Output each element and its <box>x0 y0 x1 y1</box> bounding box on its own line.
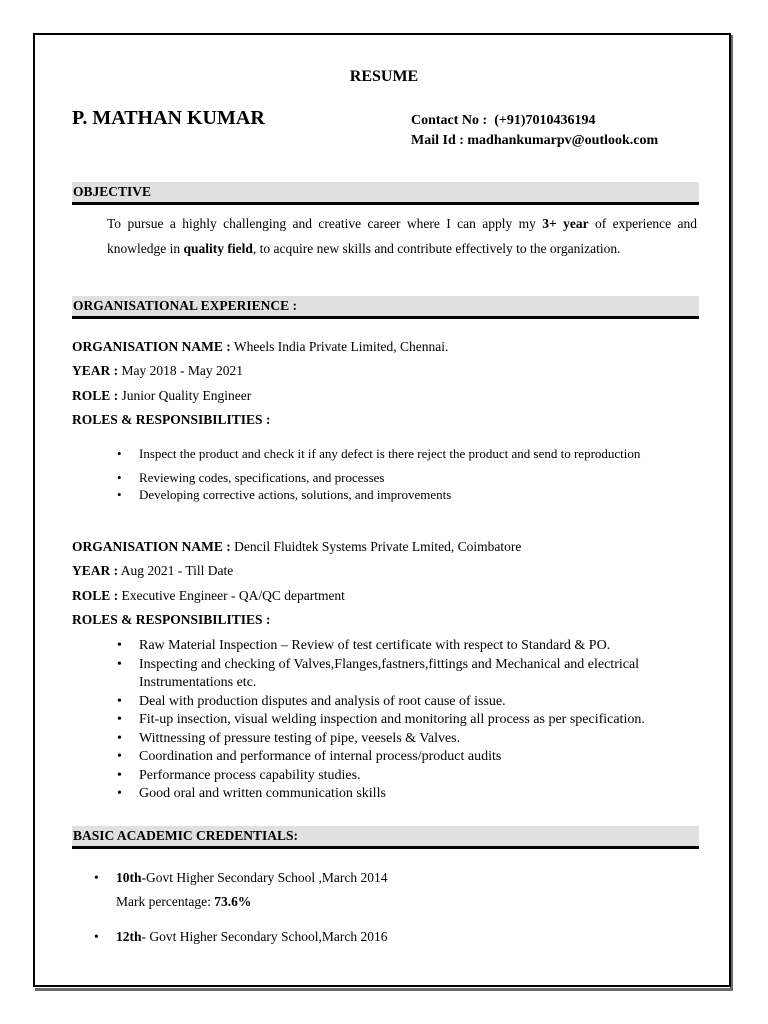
field-value: Dencil Fluidtek Systems Private Lmited, Coimbatore <box>234 539 522 554</box>
section-heading-experience: ORGANISATIONAL EXPERIENCE : <box>72 296 699 319</box>
field-label: ORGANISATION NAME : <box>72 339 231 354</box>
contact-block <box>411 111 658 151</box>
job-1-organisation <box>72 339 448 355</box>
field-value: Executive Engineer - QA/QC department <box>121 588 345 603</box>
list-item: • Deal with production disputes and analysis of root cause of issue. <box>115 693 715 712</box>
list-item: • Wittnessing of pressure testing of pipe, veesels & Valves. <box>115 730 715 749</box>
job-1-responsibilities-heading <box>72 412 270 428</box>
objective-text-3: , to acquire new skills and contribute effectively to the organization. <box>252 241 621 256</box>
list-item: • Reviewing codes, specifications, and processes <box>115 470 715 486</box>
document-title: RESUME <box>349 68 419 85</box>
list-item: • Coordination and performance of internal process/product audits <box>115 748 715 767</box>
list-item: • Raw Material Inspection – Review of test certificate with respect to Standard & PO. <box>115 637 715 656</box>
academic-detail: - Govt Higher Secondary School,March 2016 <box>141 929 388 944</box>
objective-text-1: To pursue a highly challenging and creative career where I can apply my <box>107 216 543 231</box>
list-item: • Fit-up insection, visual welding inspection and monitoring all process as per specification. <box>115 711 715 730</box>
field-label: ROLE : <box>72 388 119 403</box>
section-heading-academics: BASIC ACADEMIC CREDENTIALS: <box>72 826 699 849</box>
field-label: ROLES & RESPONSIBILITIES : <box>72 412 271 427</box>
field-label: ROLES & RESPONSIBILITIES : <box>72 612 271 627</box>
objective-bold-field: quality field <box>183 241 253 256</box>
academic-detail: -Govt Higher Secondary School ,March 2014 <box>141 870 388 885</box>
objective-text-2: of experience and knowledge in <box>107 216 697 256</box>
job-2-year <box>72 563 233 579</box>
objective-text <box>107 211 697 261</box>
academics-list <box>92 866 692 949</box>
field-label: YEAR : <box>72 363 119 378</box>
objective-bold-years: 3+ year <box>542 216 589 231</box>
candidate-name: P. MATHAN KUMAR <box>72 107 265 129</box>
list-item <box>92 925 692 949</box>
list-item: • Developing corrective actions, solutions, and improvements <box>115 487 715 503</box>
field-value: May 2018 - May 2021 <box>121 363 243 378</box>
list-item: • Inspect the product and check it if any defect is there reject the product and send to reproduction <box>115 446 715 462</box>
list-item: • Performance process capability studies. <box>115 767 715 786</box>
section-heading-objective: OBJECTIVE <box>72 182 699 205</box>
mail-label: Mail Id : <box>411 133 464 148</box>
job-2-responsibilities-heading <box>72 612 270 628</box>
mail-value: madhankumarpv@outlook.com <box>467 133 659 148</box>
field-label: ORGANISATION NAME : <box>72 539 231 554</box>
mark-label: Mark percentage: <box>116 894 215 909</box>
list-item: • Inspecting and checking of Valves,Flanges,fastners,fittings and Mechanical and electrical Instrumentations etc. <box>115 656 699 693</box>
job-2-organisation <box>72 539 521 555</box>
job-1-role <box>72 388 251 404</box>
field-value: Junior Quality Engineer <box>121 388 252 403</box>
contact-number <box>411 111 658 131</box>
academic-level: 12th <box>116 929 142 944</box>
contact-value: (+91)7010436194 <box>494 113 596 128</box>
field-label: ROLE : <box>72 588 119 603</box>
mail-id <box>411 131 658 151</box>
field-value: Wheels India Private Limited, Chennai. <box>233 339 449 354</box>
job-2-role <box>72 588 345 604</box>
field-value: Aug 2021 - Till Date <box>120 563 234 578</box>
mark-value: 73.6% <box>214 894 252 909</box>
job-2-responsibilities-list <box>115 637 715 804</box>
field-label: YEAR : <box>72 563 119 578</box>
academic-level: 10th <box>116 870 142 885</box>
list-item <box>92 866 692 914</box>
job-1-responsibilities-list <box>115 446 715 503</box>
job-1-year <box>72 363 243 379</box>
list-item: • Good oral and written communication skills <box>115 785 715 804</box>
contact-label: Contact No : <box>411 113 488 128</box>
